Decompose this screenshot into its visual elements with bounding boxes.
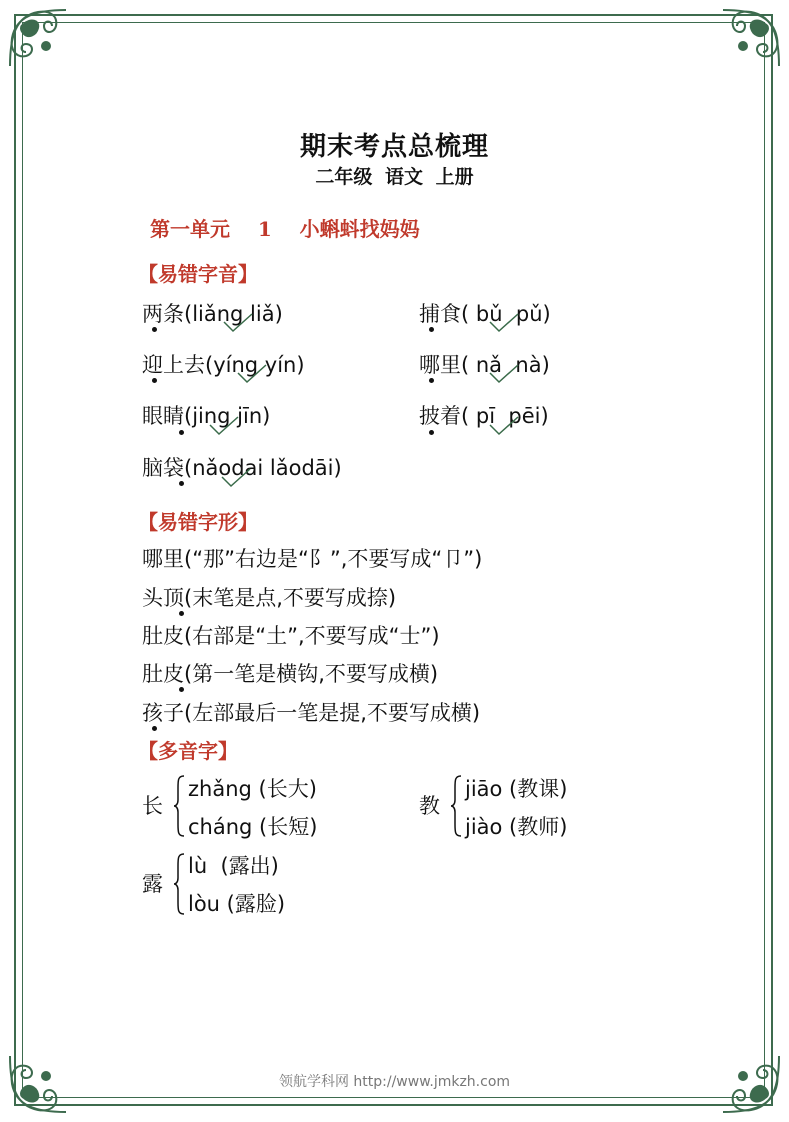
polyphone-reading: jiào (教师) (465, 815, 568, 839)
glyph-item: 头顶(末笔是点,不要写成捺) (142, 586, 397, 610)
left-brace-icon (449, 774, 463, 838)
emphasis-dot (179, 687, 184, 692)
check-mark-icon (487, 312, 521, 334)
emphasis-dot (179, 611, 184, 616)
section-heading-pronunciation: 【易错字音】 (138, 262, 258, 286)
pronunciation-item: 哪里( nǎ nà) (419, 353, 550, 377)
floral-corner-icon (6, 6, 70, 70)
emphasis-dot (429, 327, 434, 332)
emphasis-dot (179, 430, 184, 435)
pronunciation-item: 眼睛(jing jīn) (142, 404, 271, 428)
emphasis-dot (152, 726, 157, 731)
glyph-item: 哪里(“那”右边是“阝”,不要写成“卩”) (142, 547, 483, 571)
pronunciation-item: 两条(liǎng liǎ) (142, 302, 283, 326)
polyphone-char: 教 (419, 794, 440, 818)
glyph-item: 肚皮(第一笔是横钩,不要写成横) (142, 662, 439, 686)
check-mark-icon (487, 415, 521, 437)
unit-title: 第一单元 1 小蝌蚪找妈妈 (150, 217, 420, 241)
check-mark-icon (219, 467, 253, 489)
page-subtitle: 二年级 语文 上册 (315, 166, 474, 188)
check-mark-icon (221, 312, 255, 334)
glyph-item: 肚皮(右部是“土”,不要写成“士”) (142, 624, 440, 648)
section-heading-polyphones: 【多音字】 (138, 739, 238, 763)
pronunciation-item: 披着( pī pēi) (419, 404, 549, 428)
polyphone-reading: zhǎng (长大) (188, 777, 317, 801)
check-mark-icon (207, 415, 241, 437)
check-mark-icon (487, 363, 521, 385)
polyphone-reading: cháng (长短) (188, 815, 318, 839)
left-brace-icon (172, 774, 186, 838)
polyphone-char: 露 (142, 872, 163, 896)
left-brace-icon (172, 852, 186, 916)
emphasis-dot (152, 378, 157, 383)
pronunciation-item: 捕食( bǔ pǔ) (419, 302, 551, 326)
check-mark-icon (235, 363, 269, 385)
emphasis-dot (429, 430, 434, 435)
footer-watermark: 领航学科网 http://www.jmkzh.com (278, 1074, 511, 1090)
emphasis-dot (152, 327, 157, 332)
emphasis-dot (179, 481, 184, 486)
polyphone-char: 长 (142, 794, 163, 818)
section-heading-glyphs: 【易错字形】 (138, 510, 258, 534)
pronunciation-item: 脑袋(nǎodai lǎodāi) (142, 456, 342, 480)
polyphone-reading: lù (露出) (188, 854, 279, 878)
polyphone-reading: jiāo (教课) (465, 777, 568, 801)
page-title: 期末考点总梳理 (299, 132, 489, 162)
floral-corner-icon (719, 6, 783, 70)
pronunciation-item: 迎上去(yíng yín) (142, 353, 305, 377)
glyph-item: 孩子(左部最后一笔是提,不要写成横) (142, 701, 481, 725)
polyphone-reading: lòu (露脸) (188, 892, 286, 916)
emphasis-dot (429, 378, 434, 383)
